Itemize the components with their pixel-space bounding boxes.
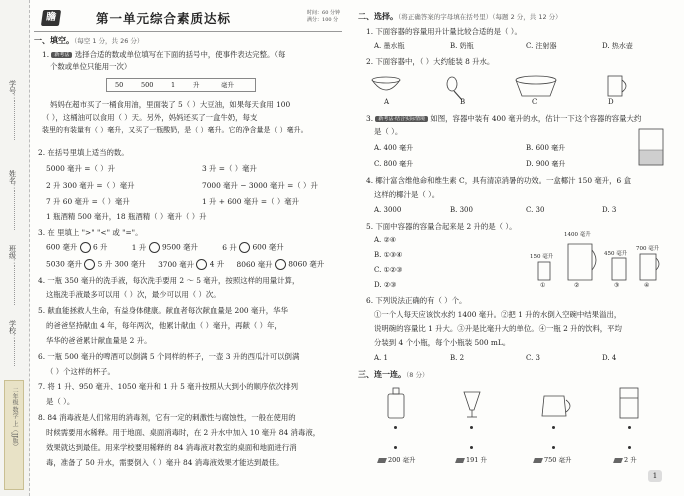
q5-num-2: ②	[574, 282, 580, 289]
q2-prompt: 2. 在括号里填上适当的数。	[38, 148, 129, 157]
mc-q1-option-c[interactable]: C. 注射器	[526, 42, 557, 50]
q5-line2: 的爸爸坚持献血 4 年，每年两次，他累计献血（ ）毫升，再献（ ）年，	[46, 321, 282, 330]
mc-q5-option-d[interactable]: D. ②③	[374, 281, 397, 289]
exam-meta	[307, 10, 340, 24]
jug-700ml-image	[640, 254, 659, 280]
q7-line2: 是（ ）。	[46, 397, 75, 406]
bowl-image[interactable]	[372, 77, 400, 90]
mc-q2-label-d: D	[608, 98, 614, 106]
mc-q6-option-b[interactable]: B. 2	[450, 354, 465, 362]
mc-q6-option-c[interactable]: C. 3	[526, 354, 541, 362]
match-dot-top-1[interactable]	[394, 426, 397, 429]
mc-q6-prompt: 6. 下列说法正确的有（ ）个。	[366, 296, 467, 305]
page-header	[34, 10, 342, 32]
q5-num-1: ①	[540, 282, 546, 289]
match-dot-bottom-1[interactable]	[394, 446, 397, 449]
juice-glass-image	[464, 392, 480, 417]
detergent-bottle-image	[388, 388, 404, 418]
q5-num-3: ③	[614, 282, 620, 289]
q2-item-7[interactable]: 1 瓶酒精 500 毫升，18 瓶酒精（ ）毫升（ ）升	[46, 212, 207, 221]
match-tag-3[interactable]: 750 毫升	[534, 456, 571, 465]
mc-q2-label-c: C	[532, 98, 538, 106]
unit-50: 50	[115, 81, 124, 89]
q8-line3: 效果就达到最佳。用来学校要用稀释的 84 消毒液对教室的桌面和地面进行消	[46, 443, 297, 452]
basin-image[interactable]	[516, 76, 556, 96]
kettle-image	[542, 396, 570, 416]
new-method-tag: 新考法	[51, 52, 72, 59]
unit-choice-box	[106, 78, 256, 92]
q1-story-line2: （ ），这桶油可以食用（ ）天。另外，妈妈还买了一盒牛奶，每支	[42, 113, 258, 122]
q3-row-2: 5030 毫升 5 升 300 毫升 3700 毫升 4 升 8060 毫升 8060 毫升	[46, 259, 325, 269]
jug-1400ml-image	[568, 244, 596, 280]
spine-label: 二年级 数学 上（JJ版）	[4, 380, 24, 490]
time-limit: 时间：60 分钟	[307, 10, 340, 16]
q8-line4: 毒，准备了 50 升水，需要倒入（ ）毫升 84 消毒液效果才能达到最佳。	[46, 458, 284, 467]
mc-q4-option-a[interactable]: A. 3000	[374, 206, 402, 214]
q5-cap-2: 1400 毫升	[564, 232, 591, 238]
mc-q1-prompt: 1. 下面容器的容量用升计量比较合适的是（ ）。	[366, 27, 522, 36]
mc-q6-line1: ①一个人每天应该饮水约 1400 毫升。②把 1 升的水倒入空碗中结果溢出，	[374, 310, 622, 319]
match-dot-bottom-2[interactable]	[470, 446, 473, 449]
match-tag-2[interactable]: 191 升	[456, 456, 487, 465]
binding-margin	[0, 0, 30, 496]
compare-circle[interactable]	[149, 242, 160, 253]
match-tag-4[interactable]: 2 升	[614, 456, 637, 465]
q1-prompt-cont: 个数或单位只能用一次）	[50, 62, 132, 71]
context-tag: 新考法·结合实际情境	[375, 116, 428, 123]
q5-cap-3: 450 毫升	[604, 251, 628, 257]
section-3-heading: 三、连一连。（8 分）	[358, 370, 429, 379]
q7-line1: 7. 将 1 升、950 毫升、1050 毫升和 1 升 5 毫升按照从大到小的顺序依次排列	[38, 382, 298, 391]
cup-150ml-image	[538, 262, 550, 280]
mc-q3-option-a[interactable]: A. 400 毫升	[374, 144, 414, 152]
match-dot-bottom-3[interactable]	[552, 446, 555, 449]
class-label: 班级：	[8, 245, 17, 266]
student-id-label: 学号：	[8, 80, 17, 101]
match-dot-bottom-4[interactable]	[628, 446, 631, 449]
mc-q4-option-d[interactable]: D. 3	[602, 206, 617, 214]
compare-circle[interactable]	[84, 259, 95, 270]
q2-item-4[interactable]: 7000 毫升 − 3000 毫升 =（ ）升	[202, 181, 318, 190]
mc-q6-line2: 说明碗的容量比 1 升大。③升是比毫升大的单位。④一瓶 2 升的饮料，平均	[374, 324, 622, 333]
section-1-heading: 一、填空。（每空 1 分，共 26 分）	[34, 36, 144, 45]
mc-q1-option-a[interactable]: A. 墨水瓶	[374, 42, 405, 50]
q2-item-5[interactable]: 7 升 60 毫升 =（ ）毫升	[46, 197, 130, 206]
q8-line1: 8. 84 消毒液是人们常用的消毒剂，它有一定的刺激性与腐蚀性，一般在使用的	[38, 413, 296, 422]
mc-q6-option-a[interactable]: A. 1	[374, 354, 388, 362]
q5-line1: 5. 献血能拯救人生命，有益身体健康。献血者每次献血量是 200 毫升，华华	[38, 306, 288, 315]
q5-num-4: ④	[644, 282, 650, 289]
mc-q1-option-b[interactable]: B. 奶瓶	[450, 42, 474, 50]
compare-circle[interactable]	[80, 242, 91, 253]
mc-q5-prompt: 5. 下面中容器的容量合起来是 2 升的是（ ）。	[366, 222, 517, 231]
q2-item-1[interactable]: 5000 毫升 =（ ）升	[46, 164, 116, 173]
name-label: 姓名：	[8, 170, 17, 191]
q2-item-2[interactable]: 3 升 =（ ）毫升	[202, 164, 257, 173]
mc-q6-option-d[interactable]: D. 4	[602, 354, 617, 362]
mc-q5-option-b[interactable]: B. ①③④	[374, 251, 403, 259]
mc-q4-option-c[interactable]: C. 30	[526, 206, 545, 214]
cup-450ml-image	[612, 258, 626, 280]
mc-q4-option-b[interactable]: B. 300	[450, 206, 473, 214]
q1-prompt: 1. 新考法 选择合适的数或单位填写在下面的括号中，使事件表达完整。（每	[42, 50, 286, 59]
mc-q3-option-b[interactable]: B. 600 毫升	[526, 144, 566, 152]
mc-q3-prompt-cont: 是（ ）。	[374, 127, 403, 136]
school-field[interactable]	[14, 340, 15, 366]
compare-circle[interactable]	[196, 259, 207, 270]
unit-1: 1	[171, 81, 176, 89]
mc-q2-label-b: B	[460, 98, 466, 106]
compare-circle[interactable]	[275, 259, 286, 270]
mc-q5-option-c[interactable]: C. ①②③	[374, 266, 403, 274]
mc-q3-option-d[interactable]: D. 900 毫升	[526, 160, 566, 168]
q2-item-3[interactable]: 2 升 300 毫升 =（ ）毫升	[46, 181, 135, 190]
match-dot-top-4[interactable]	[628, 426, 631, 429]
graduated-cup-image	[638, 128, 664, 168]
unit-liter: 升	[193, 81, 200, 89]
container-images	[372, 74, 672, 104]
mc-q2-prompt: 2. 下面容器中，（ ）大约能装 8 升水。	[366, 57, 495, 66]
section-2-heading: 二、选择。（将正确答案的字母填在括号里）（每题 2 分，共 12 分）	[358, 12, 562, 21]
refrigerator-image	[620, 388, 638, 418]
match-dot-top-2[interactable]	[470, 426, 473, 429]
q4-line2: 这瓶洗手液最多可以用（ ）次，最少可以用（ ）次。	[46, 290, 221, 299]
mc-q1-option-d[interactable]: D. 热水壶	[602, 42, 633, 50]
match-tag-1[interactable]: 200 毫升	[378, 456, 415, 465]
q2-item-6[interactable]: 1 升 + 600 毫升 =（ ）毫升	[202, 197, 300, 206]
q3-row-1: 600 毫升 6 升 1 升 9500 毫升 6 升 600 毫升	[46, 242, 284, 252]
mc-q5-option-a[interactable]: A. ②④	[374, 236, 397, 244]
full-score: 满分：100 分	[307, 17, 339, 23]
page-title: 第一单元综合素质达标	[96, 11, 232, 26]
matching-pictures	[384, 386, 654, 420]
compare-circle[interactable]	[239, 242, 250, 253]
mc-q4-line1: 4. 椰汁富含维他命和维生素 C，具有清凉消暑的功效。一盒椰汁 150 毫升，6 盒	[366, 176, 631, 185]
page-number: 1	[648, 470, 662, 482]
q4-line1: 4. 一瓶 350 毫升的洗手液，每次洗手要用 2 ～ 5 毫升，按照这样的用量计算，	[38, 276, 300, 285]
mc-q4-line2: 这样的椰汁是（ ）。	[374, 190, 440, 199]
q5-cap-1: 150 毫升	[530, 254, 554, 260]
brand-logo: 瞻	[41, 10, 61, 26]
unit-ml: 毫升	[221, 81, 234, 89]
q1-story-line3: 装里的有装量有（ ）毫升，又买了一瓶酸奶，是（ ）毫升。它的净含量是（ ）毫升。	[42, 126, 308, 134]
school-label: 学校：	[8, 320, 17, 341]
mc-q3-prompt: 3. 新考法·结合实际情境 如图，容器中装有 400 毫升的水，估计一下这个容器的容量大约	[366, 114, 642, 123]
mc-q2-label-a: A	[384, 98, 390, 106]
q8-line2: 时候需要用水稀释。用于地面、桌面消毒时，在 2 升水中加入 10 毫升 84 消毒液，	[46, 428, 321, 437]
student-id-field[interactable]	[14, 100, 15, 140]
spoon-image[interactable]	[447, 77, 462, 100]
q6-line2: （ ）个这样的杯子。	[46, 367, 115, 376]
q3-prompt: 3. 在 里填上 ">" "<" 或 "="。	[38, 228, 143, 237]
mc-q6-line3: 分装到 4 个小瓶，每个小瓶装 500 mL。	[374, 338, 511, 347]
q1-story-line1: 妈妈在超市买了一桶食用油，里面装了 5（ ）大豆油，如果每天食用 100	[50, 100, 291, 109]
match-dot-top-3[interactable]	[552, 426, 555, 429]
q5-cap-4: 700 毫升	[636, 246, 660, 252]
name-field[interactable]	[14, 190, 15, 230]
unit-500: 500	[141, 81, 154, 89]
class-field[interactable]	[14, 265, 15, 305]
mc-q3-option-c[interactable]: C. 800 毫升	[374, 160, 414, 168]
q6-line1: 6. 一瓶 500 毫升的啤酒可以倒满 5 个同样的杯子，一壶 3 升的西瓜汁可以倒满	[38, 352, 300, 361]
mug-image[interactable]	[608, 76, 626, 96]
q5-line3: 华华的爸爸累计献血量是 2 升。	[46, 336, 152, 345]
